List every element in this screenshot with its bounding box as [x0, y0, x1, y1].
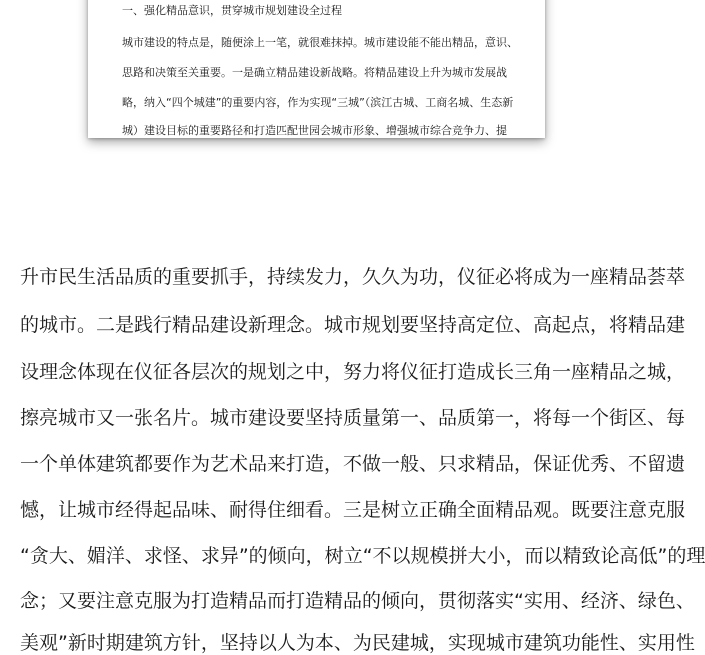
body-line: 一个单体建筑都要作为艺术品来打造，不做一般、只求精品，保证优秀、不留遗 — [20, 453, 686, 475]
body-line: 设理念体现在仪征各层次的规划之中，努力将仪征打造成长三角一座精品之城， — [20, 361, 686, 383]
preview-line: 思路和决策至关重要。一是确立精品建设新战略。将精品建设上升为城市发展战 — [122, 66, 507, 79]
body-line: 憾，让城市经得起品味、耐得住细看。三是树立正确全面精品观。既要注意克服 — [20, 499, 686, 521]
body-line: “贪大、媚洋、求怪、求异”的倾向，树立“不以规模拼大小，而以精致论高低”的理 — [20, 545, 705, 567]
body-line: 擦亮城市又一张名片。城市建设要坚持质量第一、品质第一，将每一个街区、每 — [20, 407, 686, 429]
body-line: 的城市。二是践行精品建设新理念。城市规划要坚持高定位、高起点，将精品建 — [20, 314, 686, 336]
body-line: 美观”新时期建筑方针，坚持以人为本、为民建城，实现城市建筑功能性、实用性 — [20, 632, 695, 654]
preview-line: 城市建设的特点是，随便涂上一笔，就很难抹掉。城市建设能不能出精品，意识、 — [122, 36, 518, 49]
body-line: 升市民生活品质的重要抓手，持续发力，久久为功，仪征必将成为一座精品荟萃 — [20, 266, 686, 288]
preview-line: 略，纳入“四个城建”的重要内容，作为实现“三城”（滨江古城、工商名城、生态新 — [122, 96, 514, 109]
preview-heading: 一、强化精品意识，贯穿城市规划建设全过程 — [122, 4, 342, 17]
body-line: 念；又要注意克服为打造精品而打造精品的倾向，贯彻落实“实用、经济、绿色、 — [20, 590, 695, 612]
preview-line: 城）建设目标的重要路径和打造匹配世园会城市形象、增强城市综合竞争力、提 — [122, 124, 507, 137]
